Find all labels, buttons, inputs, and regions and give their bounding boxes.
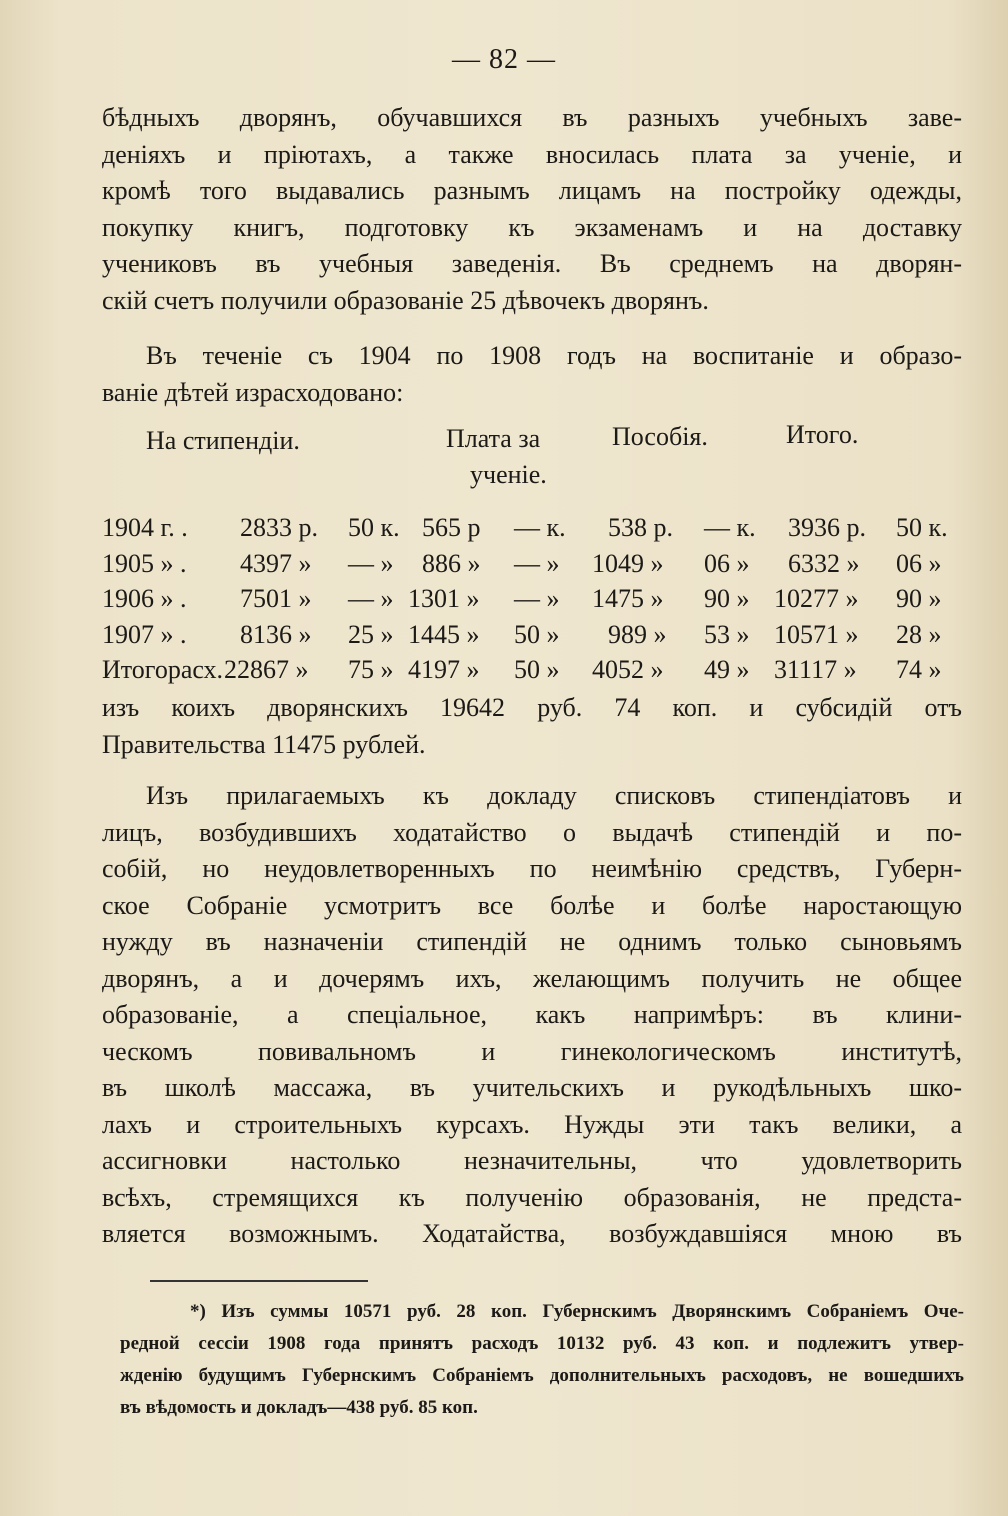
text-line: ческомъ повивальномъ и гинекологическомъ институтѣ, bbox=[102, 1036, 962, 1066]
table-cell: 06 » bbox=[896, 548, 942, 578]
table-row-total bbox=[102, 652, 962, 688]
table-cell: 1301 » bbox=[408, 584, 480, 613]
table-cell: 10571 » bbox=[774, 619, 859, 649]
table-cell: — к. bbox=[704, 513, 756, 542]
table-cell: 74 » bbox=[896, 655, 942, 684]
table-cell: 6332 » bbox=[788, 548, 860, 578]
text-line: кромѣ того выдавались разнымъ лицамъ на постройку одежды, bbox=[102, 176, 962, 205]
footnote-line: редной сессіи 1908 года принятъ расходъ 10132 руб. 43 коп. и подлежитъ утвер- bbox=[120, 1333, 964, 1354]
text-line: нужду въ назначеніи стипендій не однимъ только сыновьямъ bbox=[102, 927, 962, 956]
table-cell-year: 1907 » . bbox=[102, 619, 187, 649]
text-line: ское Собраніе усмотритъ все болѣе и болѣе наростающую bbox=[102, 890, 962, 920]
intro-paragraph bbox=[102, 100, 962, 319]
column-header-total: Итого. bbox=[786, 420, 859, 449]
table-cell: 31117 » bbox=[774, 655, 857, 684]
text-line: деніяхъ и пріютахъ, а также вносилась плата за ученіе, и bbox=[102, 139, 962, 169]
text-line: Въ теченіе съ 1904 по 1908 годъ на воспитаніе и образо- bbox=[146, 341, 962, 370]
main-paragraph bbox=[102, 778, 962, 1253]
text-line: покупку книгъ, подготовку къ экзаменамъ и на доставку bbox=[102, 212, 962, 242]
table-header bbox=[102, 420, 962, 500]
text-line: ваніе дѣтей израсходовано: bbox=[102, 377, 404, 407]
table-row bbox=[102, 510, 962, 546]
table-cell: 1475 » bbox=[592, 584, 664, 613]
text-line: учениковъ въ учебныя заведенія. Въ среднемъ на дворян- bbox=[102, 249, 962, 278]
table-cell: 886 » bbox=[422, 548, 481, 578]
table-cell: 989 » bbox=[608, 619, 667, 649]
text-line: въ школѣ массажа, въ учительскихъ и рукодѣльныхъ шко- bbox=[102, 1073, 962, 1102]
table-cell: 90 » bbox=[896, 584, 942, 613]
column-header-stipend: На стипендіи. bbox=[146, 426, 300, 455]
table-cell: 90 » bbox=[704, 584, 750, 613]
page-number: — 82 — bbox=[452, 44, 556, 75]
table-cell-year: Итогорасх. bbox=[102, 655, 224, 684]
text-line: дворянъ, а и дочерямъ ихъ, желающимъ получить не общее bbox=[102, 963, 962, 993]
table-cell-year: 1906 » . bbox=[102, 584, 187, 613]
table-row bbox=[102, 617, 962, 653]
text-line: изъ коихъ дворянскихъ 19642 руб. 74 коп. и субсидій отъ bbox=[102, 693, 962, 722]
table-cell: — к. bbox=[514, 513, 566, 542]
table-cell: 538 р. bbox=[608, 513, 673, 542]
table-cell: 22867 » bbox=[224, 655, 309, 684]
text-line: скій счетъ получили образованіе 25 дѣвочекъ дворянъ. bbox=[102, 285, 709, 315]
footnote-line: жденію будущимъ Губернскимъ Собраніемъ дополнительныхъ расходовъ, не вошедшихъ bbox=[120, 1365, 964, 1386]
table-cell: 4052 » bbox=[592, 655, 664, 684]
table-cell: — » bbox=[348, 584, 394, 613]
text-line: всѣхъ, стремящихся къ полученію образованія, не предста- bbox=[102, 1182, 962, 1212]
text-line: бѣдныхъ дворянъ, обучавшихся въ разныхъ учебныхъ заве- bbox=[102, 103, 962, 132]
text-line: Изъ прилагаемыхъ къ докладу списковъ стипендіатовъ и bbox=[146, 781, 962, 810]
column-header-benefit: Пособія. bbox=[612, 422, 708, 451]
expense-intro-paragraph bbox=[102, 338, 962, 411]
table-cell: — » bbox=[514, 584, 560, 613]
table-cell: 3936 р. bbox=[788, 513, 866, 542]
table-cell: 49 » bbox=[704, 655, 750, 684]
expense-table bbox=[102, 510, 962, 688]
table-cell: 7501 » bbox=[240, 584, 312, 613]
table-cell: 4197 » bbox=[408, 655, 480, 684]
table-cell: 53 » bbox=[704, 619, 750, 649]
footnote-line: въ вѣдомость и докладъ—438 руб. 85 коп. bbox=[120, 1397, 478, 1418]
table-cell: 2833 р. bbox=[240, 513, 318, 542]
text-line: Правительства 11475 рублей. bbox=[102, 729, 426, 759]
table-cell: 1445 » bbox=[408, 619, 480, 649]
table-cell: 75 » bbox=[348, 655, 394, 684]
table-cell: 28 » bbox=[896, 619, 942, 649]
table-cell: 10277 » bbox=[774, 584, 859, 613]
footnote-divider bbox=[150, 1280, 368, 1282]
text-line: образованіе, а спеціальное, какъ напримѣръ: въ клини- bbox=[102, 1000, 962, 1029]
table-cell: 50 к. bbox=[896, 513, 948, 542]
table-cell: 25 » bbox=[348, 619, 394, 649]
table-cell: 1049 » bbox=[592, 548, 664, 578]
table-cell-year: 1905 » . bbox=[102, 548, 187, 578]
table-cell: 50 » bbox=[514, 655, 560, 684]
text-line: ассигновки настолько незначительны, что удовлетворить bbox=[102, 1146, 962, 1175]
table-cell: 50 » bbox=[514, 619, 560, 649]
table-cell: 50 к. bbox=[348, 513, 400, 542]
table-cell: 8136 » bbox=[240, 619, 312, 649]
footnote-line: *) Изъ суммы 10571 руб. 28 коп. Губернскимъ Дворянскимъ Собраніемъ Оче- bbox=[190, 1301, 964, 1322]
table-cell: 565 р bbox=[422, 513, 481, 542]
footnote bbox=[120, 1296, 964, 1424]
table-cell: — » bbox=[348, 548, 394, 578]
table-cell: — » bbox=[514, 548, 560, 578]
table-row bbox=[102, 581, 962, 617]
column-header-fee: Плата за bbox=[446, 424, 541, 453]
table-cell: 4397 » bbox=[240, 548, 312, 578]
table-cell: 06 » bbox=[704, 548, 750, 578]
column-header-fee-line2: ученіе. bbox=[470, 460, 547, 489]
text-line: лицъ, возбудившихъ ходатайство о выдачѣ стипендій и по- bbox=[102, 817, 962, 847]
text-line: собій, но неудовлетворенныхъ по неимѣнію средствъ, Губерн- bbox=[102, 854, 962, 883]
table-row bbox=[102, 546, 962, 582]
text-line: вляется возможнымъ. Ходатайства, возбуждавшіяся мною въ bbox=[102, 1219, 962, 1248]
table-cell-year: 1904 г. . bbox=[102, 513, 188, 542]
after-table-paragraph bbox=[102, 690, 962, 763]
text-line: лахъ и строительныхъ курсахъ. Нужды эти такъ велики, а bbox=[102, 1109, 962, 1139]
